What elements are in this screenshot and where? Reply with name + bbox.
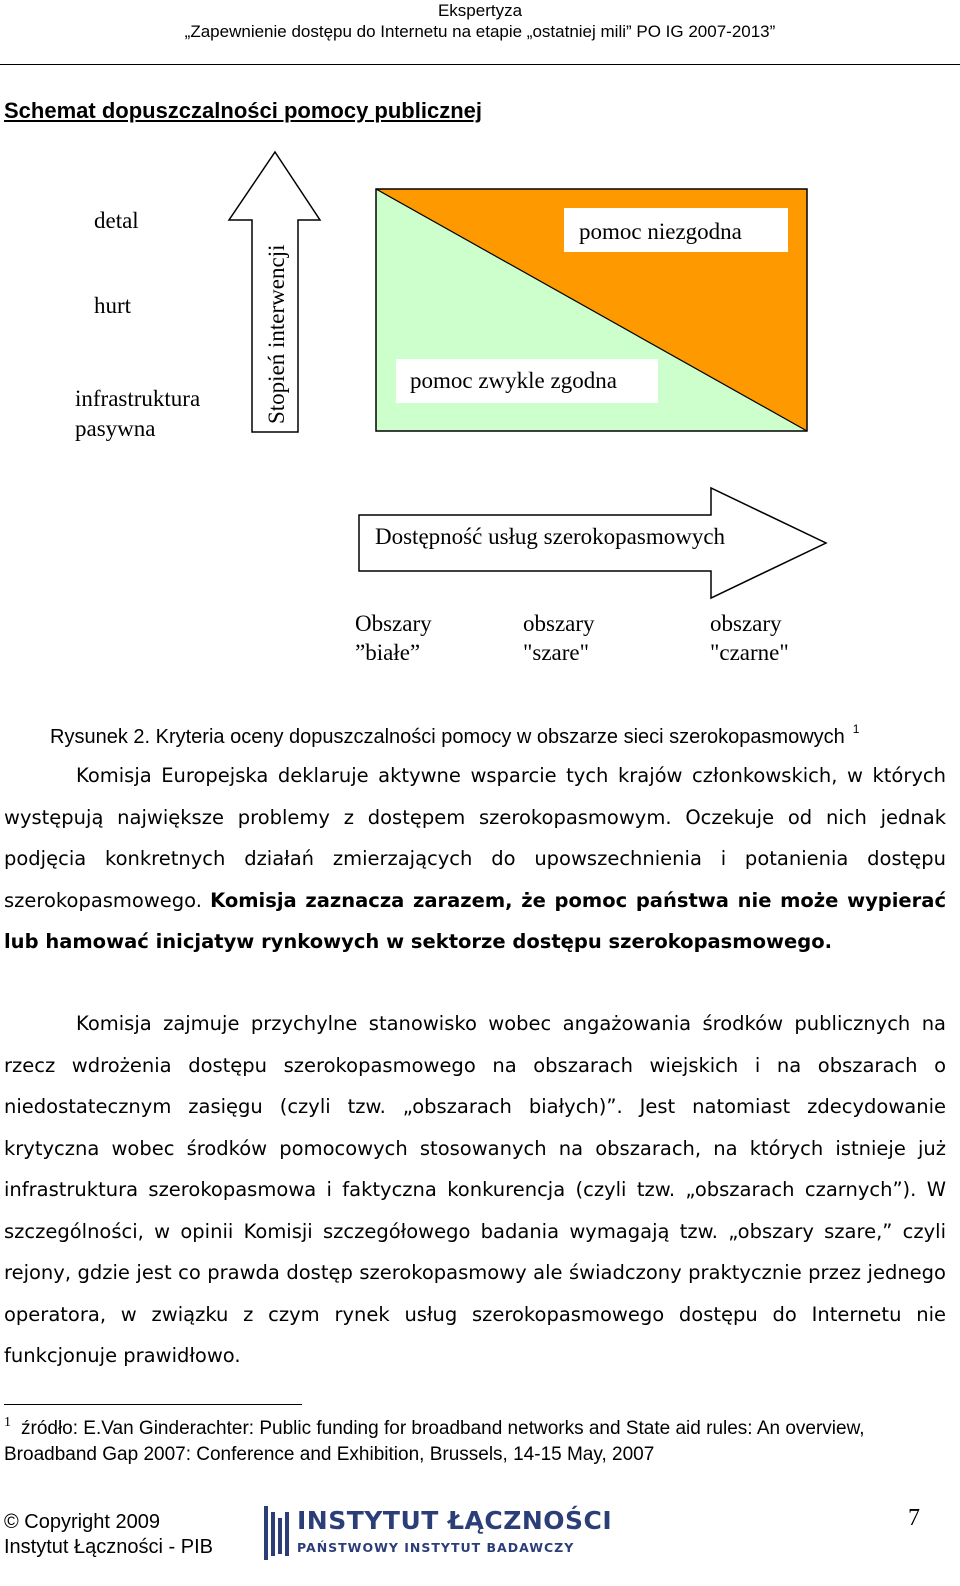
figure-caption-text: Rysunek 2. Kryteria oceny dopuszczalności pomocy w obszarze sieci szerokopasmowych — [50, 726, 845, 748]
black-areas-label-2: "czarne" — [710, 640, 789, 665]
level-label-infrastructure: infrastruktura — [75, 386, 201, 411]
page-number: 7 — [908, 1505, 920, 1531]
caption-footnote-ref: 1 — [852, 722, 860, 736]
header-divider — [0, 64, 960, 65]
paragraph1-bold-text: Komisja zaznacza zarazem, że pomoc państwa nie może wypierać lub hamować inicjatyw rynkowych w sektorze dostępu szerokopasmowego. — [4, 888, 946, 953]
white-areas-label: Obszary — [355, 611, 432, 636]
grey-areas-label: obszary — [523, 611, 595, 636]
broadband-availability-label: Dostępność usług szerokopasmowych — [375, 524, 726, 549]
grey-areas-label-2: "szare" — [523, 640, 590, 665]
level-label-hurt: hurt — [94, 293, 132, 318]
black-areas-label: obszary — [710, 611, 782, 636]
paragraph-commission-position — [4, 1003, 946, 1377]
paragraph1-text: Komisja Europejska deklaruje aktywne wsparcie tych krajów członkowskich, w których występują największe problemy z dostępem szerokopasmowym. Oczekuje od nich jednak podjęcia konkretnych działań zmierzających do upowszechnienia i potanienia dostępu szerokopasmowego. — [4, 764, 946, 912]
document-header — [0, 0, 960, 42]
logo-title: INSTYTUT ŁĄCZNOŚCI — [297, 1506, 613, 1535]
copyright-text: © Copyright 2009 — [4, 1511, 160, 1533]
logo-subtitle: PAŃSTWOWY INSTYTUT BADAWCZY — [297, 1540, 575, 1555]
footnote-divider — [4, 1404, 302, 1405]
footnote-source-line1: źródło: E.Van Ginderachter: Public funding for broadband networks and State aid rules: An overview, — [21, 1418, 865, 1439]
level-label-passive: pasywna — [75, 416, 156, 441]
white-areas-label-2: ”białe” — [355, 640, 421, 665]
level-label-detal: detal — [94, 208, 139, 233]
header-subtitle: „Zapewnienie dostępu do Internetu na etapie „ostatniej mili” PO IG 2007-2013” — [184, 22, 776, 41]
footer-copyright — [4, 1510, 213, 1560]
intervention-degree-label: Stopień interwencji — [264, 244, 289, 424]
institute-name: Instytut Łączności - PIB — [4, 1536, 213, 1558]
compatible-aid-label: pomoc zwykle zgodna — [410, 368, 617, 393]
paragraph2-text: Komisja zajmuje przychylne stanowisko wobec angażowania środków publicznych na rzecz wdrożenia dostępu szerokopasmowego na obszarach wiejskich i na obszarach o niedostatecznym zasięgu (czyli tzw. „obszarach białych)”. Jest natomiast zdecydowanie krytyczna wobec środków pomocowych stosowanych na obszarach, na których istnieje już infrastruktura szerokopasmowa i faktyczna konkurencja (czyli tzw. „obszarach czarnych”). W szczególności, w opinii Komisji szczegółowego badania wymagają tzw. „obszary szare,” czyli rejony, gdzie jest co prawda dostęp szerokopasmowy ale świadczony praktycznie przez jednego operatora, w związku z czym rynek usług szerokopasmowego dostępu do Internetu nie funkcjonuje prawidłowo. — [4, 1012, 946, 1367]
footnote — [4, 1410, 949, 1468]
admissibility-diagram — [0, 140, 960, 680]
figure-caption — [50, 722, 859, 749]
paragraph-commission-support — [4, 755, 946, 963]
incompatible-aid-label: pomoc niezgodna — [579, 219, 742, 244]
section-title: Schemat dopuszczalności pomocy publicznej — [4, 98, 482, 123]
footnote-source-line2: Broadband Gap 2007: Conference and Exhibition, Brussels, 14-15 May, 2007 — [4, 1444, 655, 1465]
header-title: Ekspertyza — [437, 1, 523, 20]
footnote-number: 1 — [4, 1415, 11, 1430]
